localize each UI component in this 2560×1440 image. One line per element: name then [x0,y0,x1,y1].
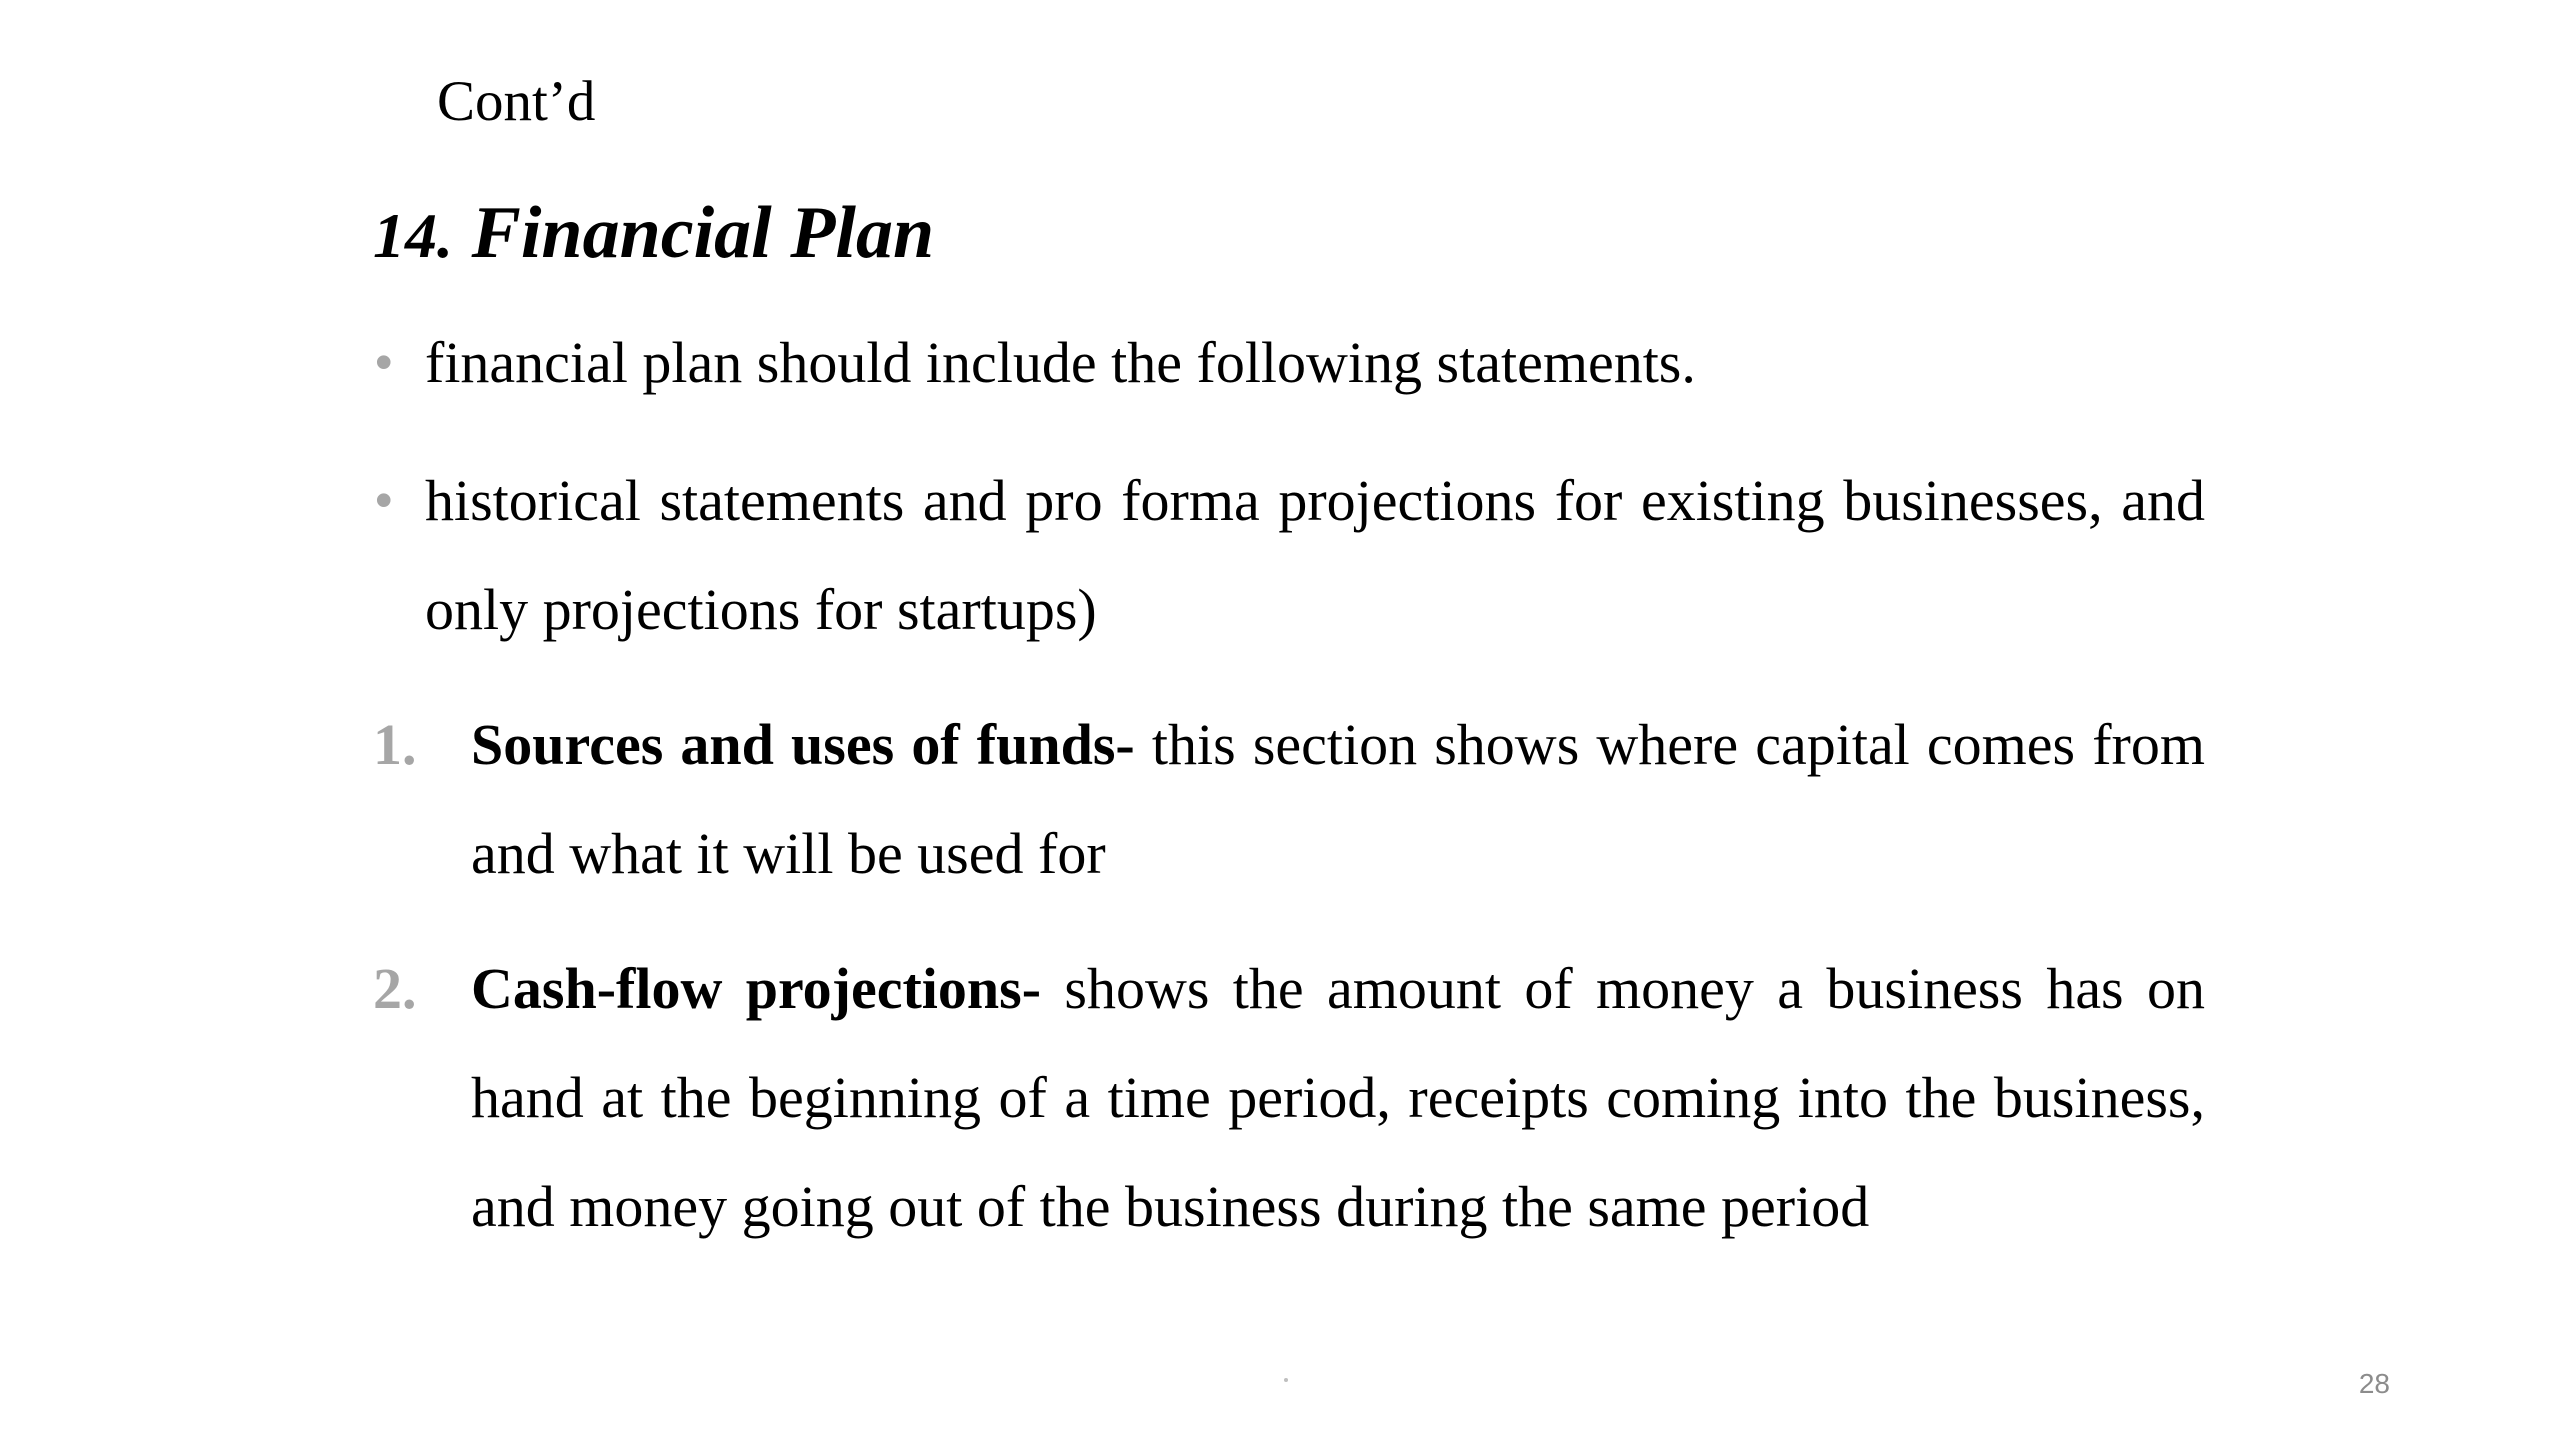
list-number: 2. [373,956,417,1021]
section-heading [373,188,934,281]
list-number: 1. [373,712,417,777]
numbered-item-text: this section shows where capital comes from and what it will be used for [471,712,2205,886]
heading-title: Financial Plan [471,192,935,274]
bullet-item-historical [373,446,2205,664]
bullet-text: financial plan should include the following statements. [425,330,1696,395]
numbered-item-term: Cash-flow projections- [471,956,1042,1021]
bullet-item-statements [373,308,2205,417]
bullet-marker: • [375,334,393,390]
numbered-item-text: shows the amount of money a business has on hand at the beginning of a time period, receipts coming into the business, and money going out of the business during the same period [471,956,2205,1239]
page-number: 28 [2358,1368,2390,1399]
numbered-item-term: Sources and uses of funds- [471,712,1135,777]
footer-dot [1284,1378,1288,1382]
numbered-item-sources-uses [373,690,2205,908]
bullet-marker: • [375,472,393,528]
bullet-text: historical statements and pro forma projections for existing businesses, and only projections for startups) [425,468,2205,642]
numbered-item-cash-flow [373,934,2205,1261]
numbered-item-body [471,934,2205,1261]
numbered-item-body [471,690,2205,908]
continued-label: Cont’d [437,70,596,133]
heading-number: 14. [373,200,453,271]
